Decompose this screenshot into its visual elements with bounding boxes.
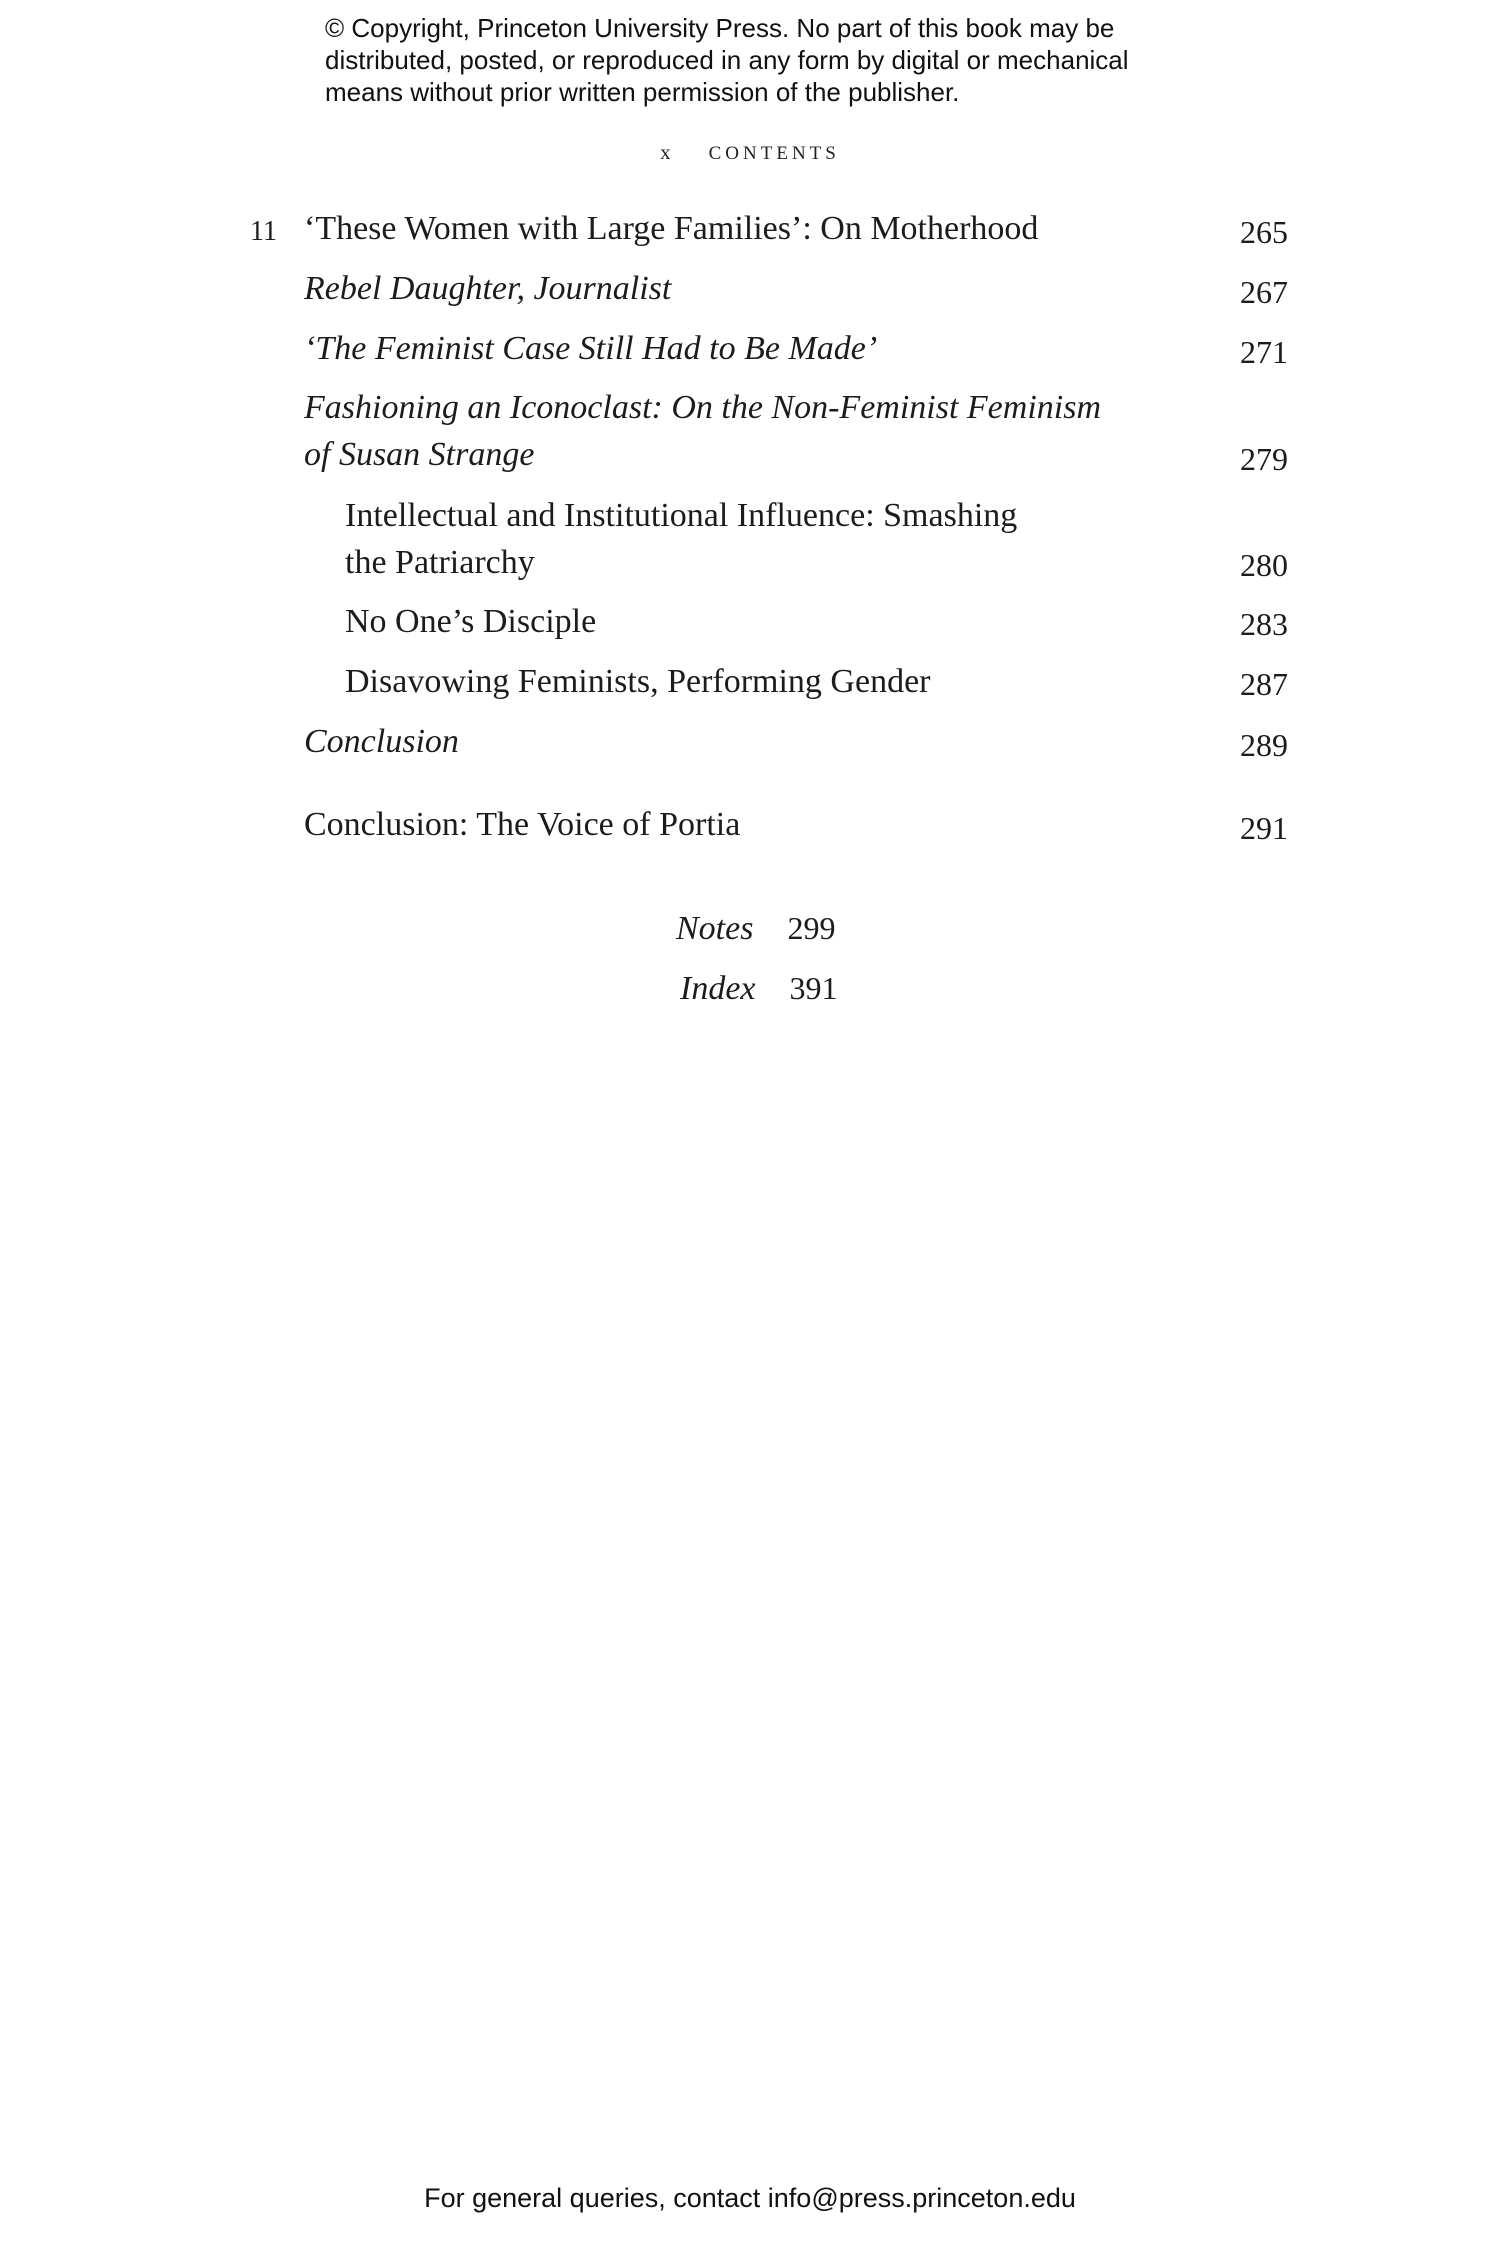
subsection-page-number: 287	[1240, 666, 1288, 702]
chapter-page-number: 265	[1240, 214, 1288, 250]
copyright-notice	[325, 12, 1225, 108]
section-title: Rebel Daughter, Journalist	[304, 270, 672, 307]
back-matter-page-number: 391	[789, 970, 838, 1006]
subsection-title: Disavowing Feminists, Performing Gender	[345, 663, 931, 700]
back-matter-label: Index	[680, 970, 756, 1007]
copyright-line: means without prior written permission of the publisher.	[325, 77, 960, 107]
toc-entry-subsection[interactable]	[345, 658, 931, 705]
toc-entry-subsection[interactable]	[345, 598, 596, 645]
toc-entry-book-conclusion[interactable]	[304, 801, 740, 848]
toc-entry-chapter-title[interactable]	[304, 205, 1038, 252]
book-conclusion-title: Conclusion: The Voice of Portia	[304, 806, 741, 843]
subsection-title: No One’s Disciple	[345, 603, 597, 640]
section-title-line: Fashioning an Iconoclast: On the Non-Feminist Feminism	[304, 389, 1102, 426]
back-matter-label: Notes	[676, 910, 754, 947]
back-matter-page-number: 299	[787, 910, 836, 946]
toc-entry-notes[interactable]	[676, 910, 835, 948]
chapter-number: 11	[250, 216, 277, 247]
section-page-number: 279	[1240, 441, 1288, 477]
subsection-title-line: the Patriarchy	[345, 544, 535, 581]
subsection-title-line: Intellectual and Institutional Influence: Smashing	[345, 497, 1018, 534]
toc-entry-subsection[interactable]	[345, 492, 1017, 586]
chapter-title: ‘These Women with Large Families’: On Motherhood	[304, 210, 1039, 247]
section-title-line: of Susan Strange	[304, 436, 535, 473]
toc-entry-section[interactable]	[304, 265, 671, 312]
copyright-line: © Copyright, Princeton University Press. No part of this book may be	[325, 13, 1115, 43]
footer-contact: For general queries, contact info@press.princeton.edu	[424, 2183, 1076, 2213]
toc-entry-section[interactable]	[304, 384, 1101, 478]
running-head-label: CONTENTS	[708, 143, 840, 164]
section-page-number: 289	[1240, 727, 1288, 763]
section-title: Conclusion	[304, 723, 459, 760]
running-head	[0, 140, 1500, 165]
page-folio: x	[660, 140, 675, 164]
book-conclusion-page-number: 291	[1240, 810, 1288, 846]
section-title: ‘The Feminist Case Still Had to Be Made’	[304, 330, 878, 367]
section-page-number: 267	[1240, 274, 1288, 310]
section-page-number: 271	[1240, 334, 1288, 370]
subsection-page-number: 283	[1240, 606, 1288, 642]
toc-entry-section[interactable]	[304, 718, 459, 765]
toc-entry-section[interactable]	[304, 325, 877, 372]
copyright-line: distributed, posted, or reproduced in any form by digital or mechanical	[325, 45, 1129, 75]
toc-entry-index[interactable]	[680, 970, 838, 1008]
subsection-page-number: 280	[1240, 547, 1288, 583]
